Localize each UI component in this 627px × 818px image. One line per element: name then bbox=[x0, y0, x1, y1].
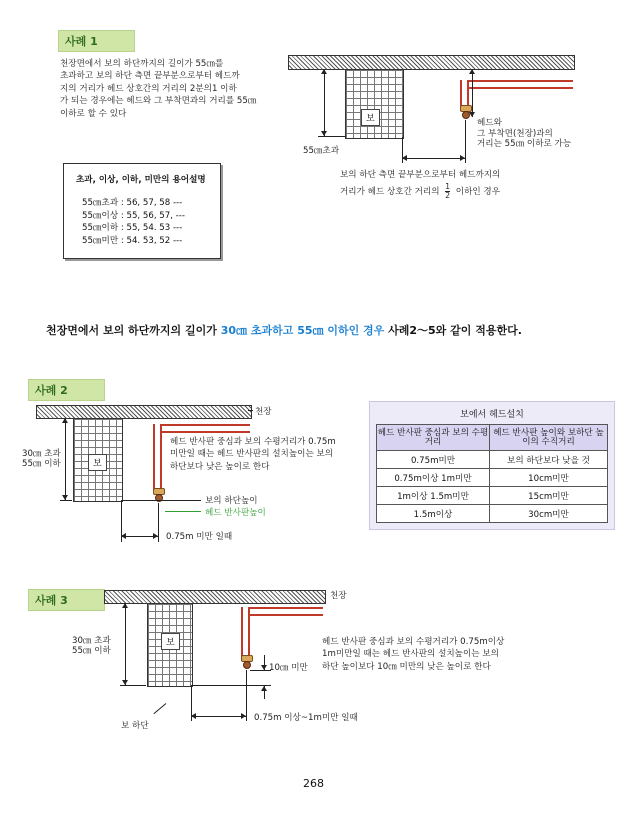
case3-dim-beam-line: 30㎝ 초과 bbox=[72, 636, 111, 646]
case3-label: 사례 3 bbox=[28, 589, 105, 611]
case3-sprinkler-head-icon bbox=[240, 655, 252, 668]
case1-ceiling bbox=[288, 55, 575, 70]
case2-ceiling-label: 천장 bbox=[255, 407, 272, 417]
head-install-table-box bbox=[369, 401, 615, 530]
case1-body-line: 초과하고 보의 하단 측면 끝부분으로부터 헤드까 bbox=[60, 71, 240, 82]
table-header: 헤드 반사판 높이와 보하단 높이의 수직거리 bbox=[490, 425, 608, 451]
case1-bottom-note-line: 이하인 경우 bbox=[455, 187, 501, 197]
case3-dim-beam bbox=[72, 636, 111, 656]
case1-bottom-note-line: 보의 하단 측면 끝부분으로부터 헤드까지의 bbox=[340, 170, 501, 180]
fraction-denominator: 2 bbox=[445, 191, 451, 200]
table-cell: 1.5m이상 bbox=[377, 505, 490, 523]
case1-bottom-note bbox=[340, 168, 500, 200]
case1-body-line: 지의 거리가 헤드 상호간의 거리의 2분의1 이하 bbox=[60, 83, 237, 94]
fraction-numerator: 1 bbox=[445, 182, 451, 191]
case3-beam-bottom-label: 보 하단 bbox=[121, 721, 149, 731]
case3-dim-head: 10㎝ 미만 bbox=[269, 663, 308, 673]
case1-body-line: 가 되는 경우에는 헤드와 그 부착면과의 거리를 55㎝ bbox=[60, 96, 257, 107]
table-cell: 15cm미만 bbox=[490, 487, 608, 505]
case1-pipe bbox=[460, 80, 469, 108]
definition-row: 55㎝미만 : 54. 53, 52 --- bbox=[82, 235, 183, 246]
page-number: 268 bbox=[303, 777, 324, 790]
definition-row: 55㎝이하 : 55, 54. 53 --- bbox=[82, 223, 183, 233]
table-cell: 1m이상 1.5m미만 bbox=[377, 487, 490, 505]
case2-pipe bbox=[155, 424, 250, 433]
case3-pipe bbox=[243, 607, 323, 616]
case1-body-line: 천장면에서 보의 하단까지의 길이가 55㎝를 bbox=[60, 59, 224, 69]
case3-note bbox=[322, 636, 504, 673]
case1-bottom-note-line: 거리가 헤드 상호간 거리의 bbox=[340, 187, 440, 197]
table-cell: 0.75m미만 bbox=[377, 451, 490, 469]
table-row bbox=[377, 451, 608, 469]
center-text: 천장면에서 보의 하단까지의 길이가 bbox=[46, 324, 221, 337]
head-install-table bbox=[376, 424, 608, 523]
table-title: 보에서 헤드설치 bbox=[460, 410, 524, 420]
table-cell: 30cm미만 bbox=[490, 505, 608, 523]
case1-body bbox=[60, 58, 282, 120]
case2-pipe bbox=[153, 424, 162, 490]
case2-dim-horizontal: 0.75m 미만 일때 bbox=[166, 532, 233, 542]
case1-dim-line bbox=[324, 69, 325, 136]
case2-deflector-label: 헤드 반사판높이 bbox=[205, 508, 266, 518]
definitions-box bbox=[63, 163, 221, 259]
case3-dim-horizontal: 0.75m 이상~1m미만 일때 bbox=[254, 713, 358, 723]
case2-note-line: 미만일 때는 헤드 반사판의 설치높이는 보의 bbox=[170, 449, 334, 460]
table-row bbox=[377, 487, 608, 505]
case1-beam bbox=[345, 69, 404, 139]
table-row bbox=[377, 505, 608, 523]
case3-pipe bbox=[241, 607, 250, 657]
table-cell: 10cm미만 bbox=[490, 469, 608, 487]
case3-note-line: 1m미만일 때는 헤드 반사판의 설치높이는 보의 bbox=[322, 649, 499, 660]
case2-label: 사례 2 bbox=[28, 379, 105, 401]
center-statement bbox=[46, 322, 522, 338]
case3-ceiling bbox=[104, 590, 326, 604]
case1-head-note bbox=[477, 118, 571, 150]
case1-head-note-line: 헤드와 bbox=[477, 118, 502, 128]
case1-dim-beam-label: 55㎝초과 bbox=[303, 146, 340, 156]
case3-dim-beam-line: 55㎝ 이하 bbox=[72, 646, 111, 656]
case3-beam-label: 보 bbox=[161, 633, 180, 650]
case1-body-line: 이하로 할 수 있다 bbox=[60, 108, 127, 119]
case2-dim-beam bbox=[22, 449, 61, 469]
center-highlight: 30㎝ 초과하고 55㎝ 이하인 경우 bbox=[220, 324, 385, 337]
case2-note-line: 헤드 반사판 중심과 보의 수평거리가 0.75m bbox=[170, 437, 336, 447]
case2-note-line: 하단보다 낮은 높이로 한다 bbox=[170, 461, 270, 472]
table-cell: 0.75m이상 1m미만 bbox=[377, 469, 490, 487]
case2-dim-beam-line: 30㎝ 초과 bbox=[22, 449, 61, 459]
case3-ceiling-label: 천장 bbox=[330, 591, 347, 601]
case1-label: 사례 1 bbox=[58, 30, 135, 52]
case2-beam-label: 보 bbox=[88, 454, 107, 471]
case2-dim-beam-line: 55㎝ 이하 bbox=[22, 459, 61, 469]
center-text: 사례2～5와 같이 적용한다. bbox=[384, 324, 522, 337]
table-cell: 보의 하단보다 낮을 것 bbox=[490, 451, 608, 469]
case1-head-note-line: 거리는 55㎝ 이하로 가능 bbox=[477, 139, 572, 149]
table-header: 헤드 반사판 중심과 보의 수평거리 bbox=[377, 425, 490, 451]
case2-ceiling bbox=[36, 405, 252, 419]
case3-note-line: 하단 높이보다 10㎝ 미만의 낮은 높이로 한다 bbox=[322, 661, 491, 672]
definition-row: 55㎝이상 : 55, 56, 57, --- bbox=[82, 210, 185, 221]
table-row bbox=[377, 469, 608, 487]
case2-note bbox=[170, 436, 336, 473]
definitions-title: 초과, 이상, 이하, 미만의 용어설명 bbox=[76, 175, 206, 185]
case2-beam-bottom-label: 보의 하단높이 bbox=[205, 496, 258, 506]
case1-pipe bbox=[462, 80, 573, 89]
definition-row: 55㎝초과 : 56, 57, 58 --- bbox=[82, 198, 183, 208]
case1-beam-label: 보 bbox=[361, 109, 380, 126]
case1-head-note-line: 그 부착면(천장)과의 bbox=[477, 128, 553, 139]
case3-note-line: 헤드 반사판 중심과 보의 수평거리가 0.75m이상 bbox=[322, 637, 505, 647]
